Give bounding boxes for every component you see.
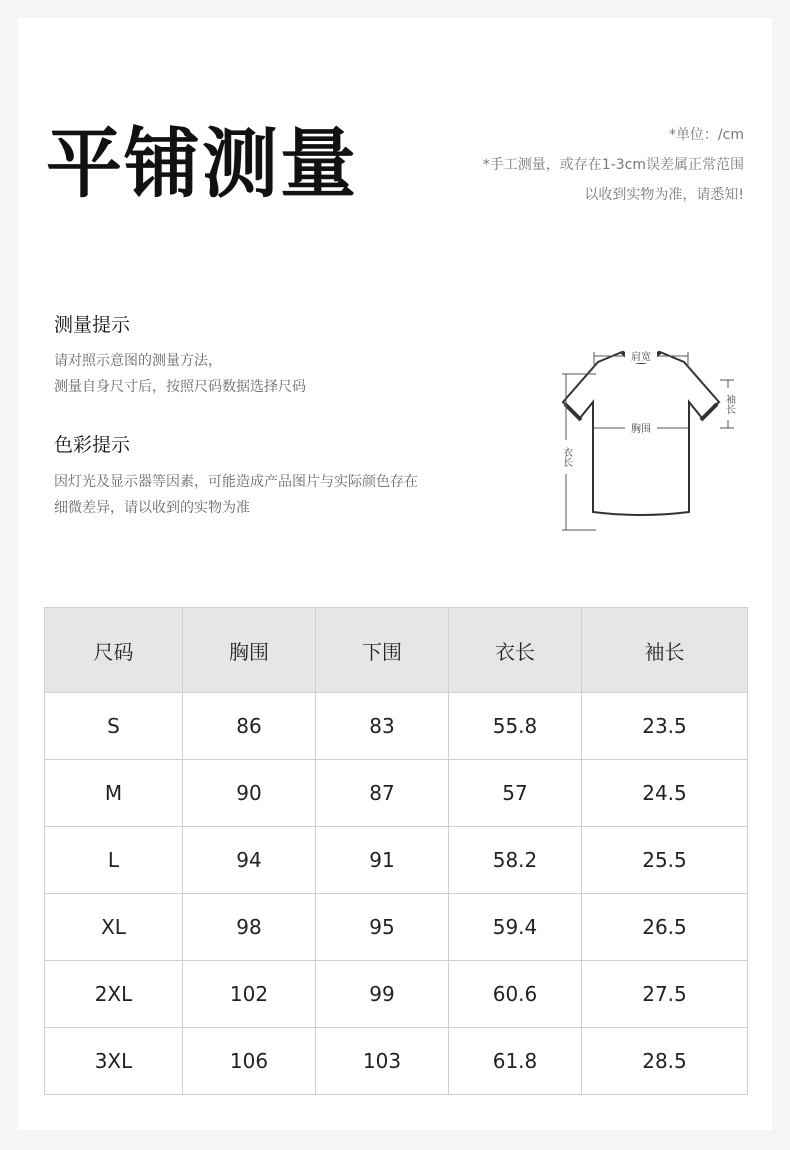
measure-tips-line: 请对照示意图的测量方法， [54,353,222,369]
cell-size: 2XL [45,961,183,1028]
cell-size: L [45,827,183,894]
cell-chest: 98 [183,894,316,961]
header-length: 衣长 [449,608,582,693]
cell-length: 57 [449,760,582,827]
cell-length: 61.8 [449,1028,582,1095]
measure-notes [483,120,744,210]
error-note: *手工测量，或存在1-3cm误差属正常范围 [482,157,744,173]
color-tips-line: 细微差异，请以收到的实物为准 [54,500,250,516]
color-tips-title: 色彩提示 [54,434,131,456]
cell-length: 60.6 [449,961,582,1028]
header-sleeve: 袖长 [582,608,748,693]
shoulder-label: 肩宽 [631,352,651,363]
cell-size: XL [45,894,183,961]
cell-size: M [45,760,183,827]
table-row [45,827,748,894]
cell-chest: 90 [183,760,316,827]
cell-sleeve: 28.5 [582,1028,748,1095]
cell-hem: 103 [316,1028,449,1095]
color-tips-line: 因灯光及显示器等因素，可能造成产品图片与实际颜色存在 [54,474,418,490]
chest-label: 胸围 [631,424,651,435]
cell-length: 59.4 [449,894,582,961]
table-row [45,1028,748,1095]
cell-hem: 95 [316,894,449,961]
tshirt-measure-diagram [538,328,748,538]
table-row [45,760,748,827]
cell-chest: 86 [183,693,316,760]
cell-length: 55.8 [449,693,582,760]
cell-chest: 94 [183,827,316,894]
table-row [45,961,748,1028]
cell-chest: 102 [183,961,316,1028]
cell-hem: 87 [316,760,449,827]
cell-hem: 91 [316,827,449,894]
header-chest: 胸围 [183,608,316,693]
unit-note: *单位：/cm [668,127,744,143]
cell-sleeve: 23.5 [582,693,748,760]
cell-sleeve: 24.5 [582,760,748,827]
cell-sleeve: 25.5 [582,827,748,894]
measure-tips-line: 测量自身尺寸后，按照尺码数据选择尺码 [54,379,306,395]
cell-hem: 83 [316,693,449,760]
header-hem: 下围 [316,608,449,693]
table-header-row [45,608,748,693]
cell-length: 58.2 [449,827,582,894]
reference-note: 以收到实物为准，请悉知! [584,187,744,203]
measure-tips-title: 测量提示 [54,314,131,336]
cell-chest: 106 [183,1028,316,1095]
length-label: 衣长 [560,447,572,467]
size-table [44,607,748,1095]
cell-hem: 99 [316,961,449,1028]
measure-tips-body [54,348,306,400]
cell-size: 3XL [45,1028,183,1095]
table-row [45,894,748,961]
page-title: 平铺测量 [46,119,358,208]
header-size: 尺码 [45,608,183,693]
cell-sleeve: 27.5 [582,961,748,1028]
cell-sleeve: 26.5 [582,894,748,961]
table-row [45,693,748,760]
cell-size: S [45,693,183,760]
page-card [18,18,772,1130]
sleeve-label: 袖长 [723,394,735,414]
color-tips-body [54,469,418,521]
